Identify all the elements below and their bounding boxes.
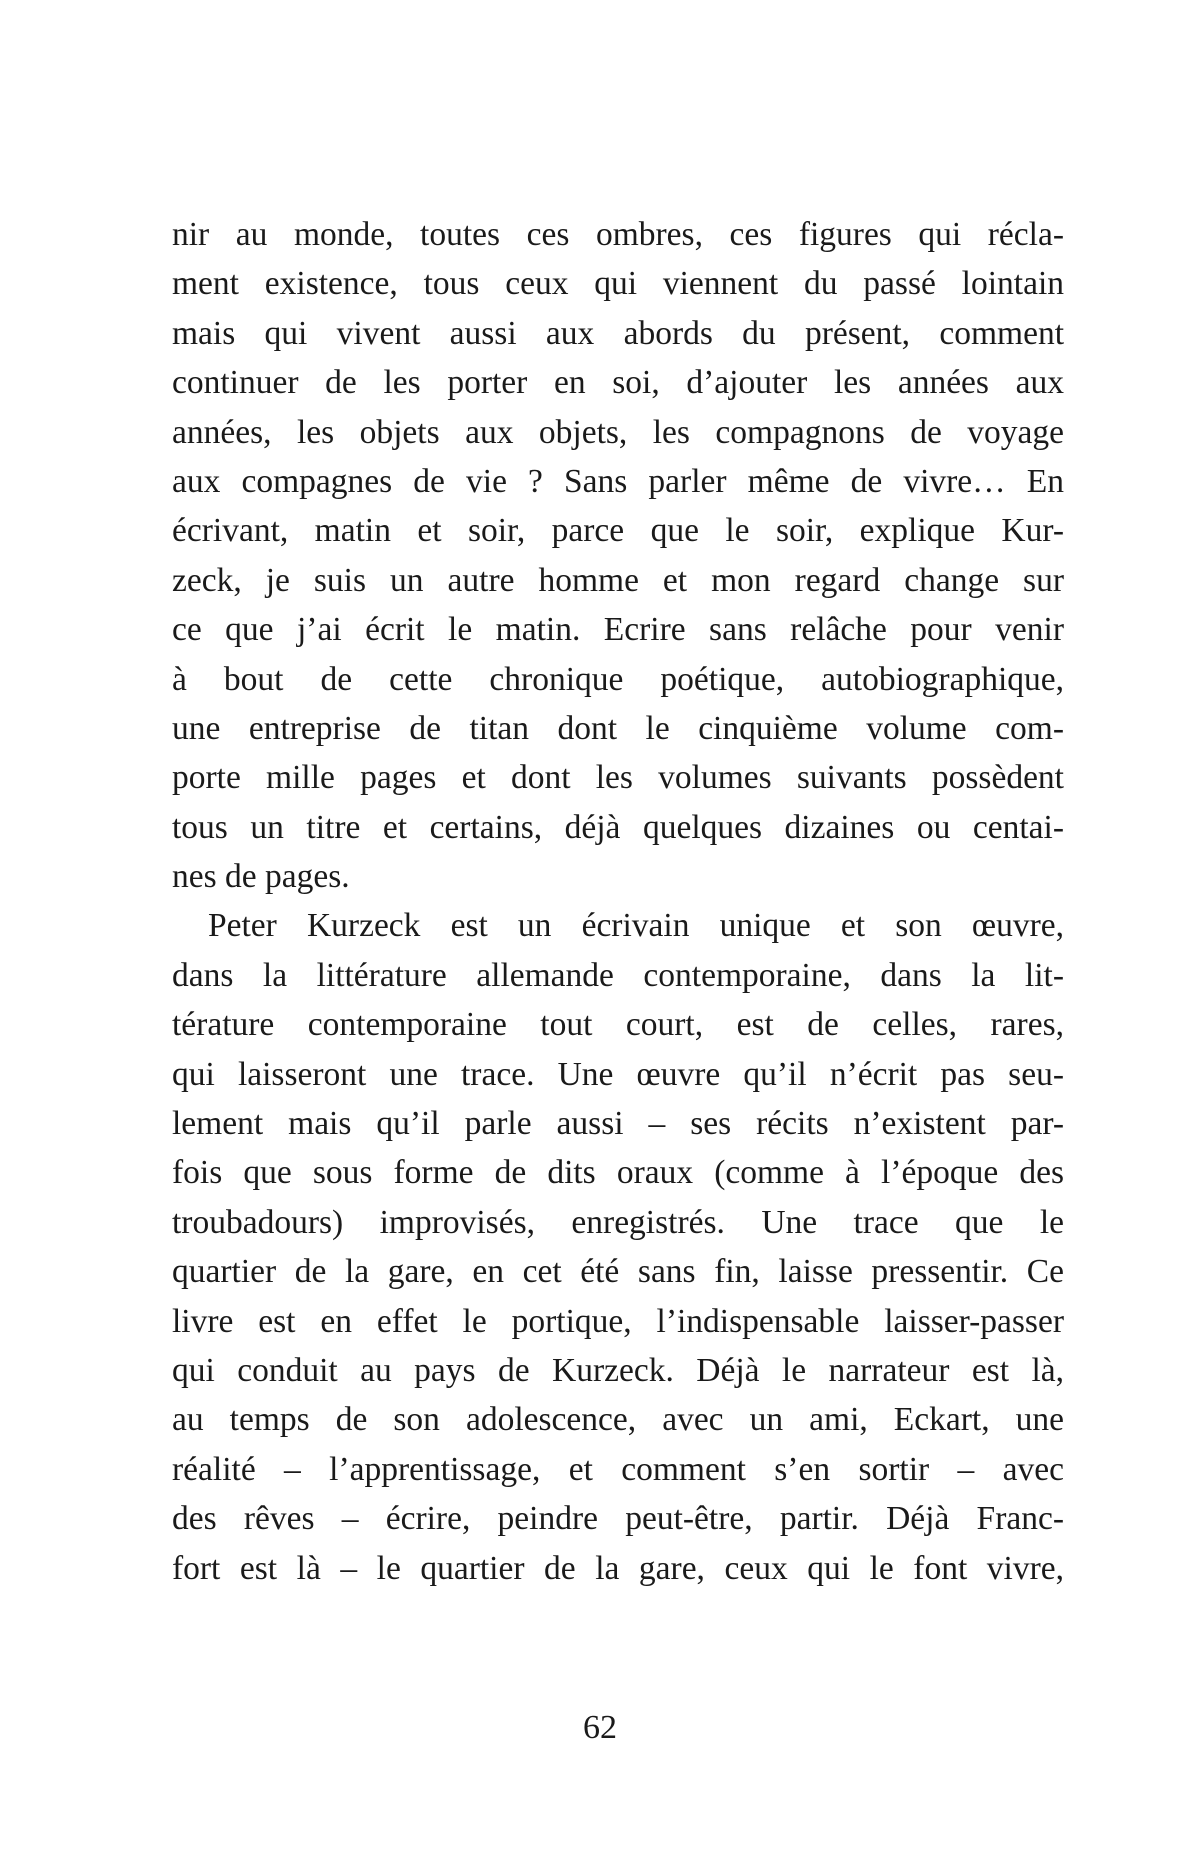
text-line: mais qui vivent aussi aux abords du présent, comment [172,314,1064,352]
text-line: livre est en effet le portique, l’indispensable laisser-passer [172,1302,1064,1340]
body-text [172,210,1064,1593]
page-number: 62 [583,1709,617,1746]
text-line: lement mais qu’il parle aussi – ses récits n’existent par- [172,1105,1064,1143]
text-line: fort est là – le quartier de la gare, ceux qui le font vivre, [172,1549,1064,1587]
text-line: zeck, je suis un autre homme et mon regard change sur [172,561,1064,599]
text-line: ce que j’ai écrit le matin. Ecrire sans relâche pour venir [172,611,1064,649]
text-line: continuer de les porter en soi, d’ajouter les années aux [172,364,1064,402]
text-line-paragraph-start: Peter Kurzeck est un écrivain unique et son œuvre, [208,907,1064,945]
text-line: ment existence, tous ceux qui viennent du passé lointain [172,265,1064,303]
text-line: écrivant, matin et soir, parce que le soir, explique Kur- [172,512,1064,550]
text-line: tous un titre et certains, déjà quelques dizaines ou centai- [172,808,1064,846]
text-line: qui conduit au pays de Kurzeck. Déjà le narrateur est là, [172,1351,1064,1389]
text-line: à bout de cette chronique poétique, autobiographique, [172,660,1064,698]
text-line: fois que sous forme de dits oraux (comme à l’époque des [172,1154,1064,1192]
text-line: des rêves – écrire, peindre peut-être, partir. Déjà Franc- [172,1500,1064,1538]
text-line: quartier de la gare, en cet été sans fin, laisse pressentir. Ce [172,1253,1064,1291]
text-line: qui laisseront une trace. Une œuvre qu’il n’écrit pas seu- [172,1055,1064,1093]
text-line: térature contemporaine tout court, est de celles, rares, [172,1006,1064,1044]
text-line: années, les objets aux objets, les compagnons de voyage [172,413,1064,451]
text-line-paragraph-end: nes de pages. [172,858,350,896]
text-line: aux compagnes de vie ? Sans parler même de vivre… En [172,462,1064,500]
text-line: dans la littérature allemande contemporaine, dans la lit- [172,956,1064,994]
text-line: réalité – l’apprentissage, et comment s’en sortir – avec [172,1450,1064,1488]
text-line: nir au monde, toutes ces ombres, ces figures qui récla- [172,216,1064,253]
text-line: troubadours) improvisés, enregistrés. Une trace que le [172,1203,1064,1241]
text-line: porte mille pages et dont les volumes suivants possèdent [172,759,1064,797]
text-line: une entreprise de titan dont le cinquième volume com- [172,709,1064,747]
text-line: au temps de son adolescence, avec un ami, Eckart, une [172,1401,1064,1439]
